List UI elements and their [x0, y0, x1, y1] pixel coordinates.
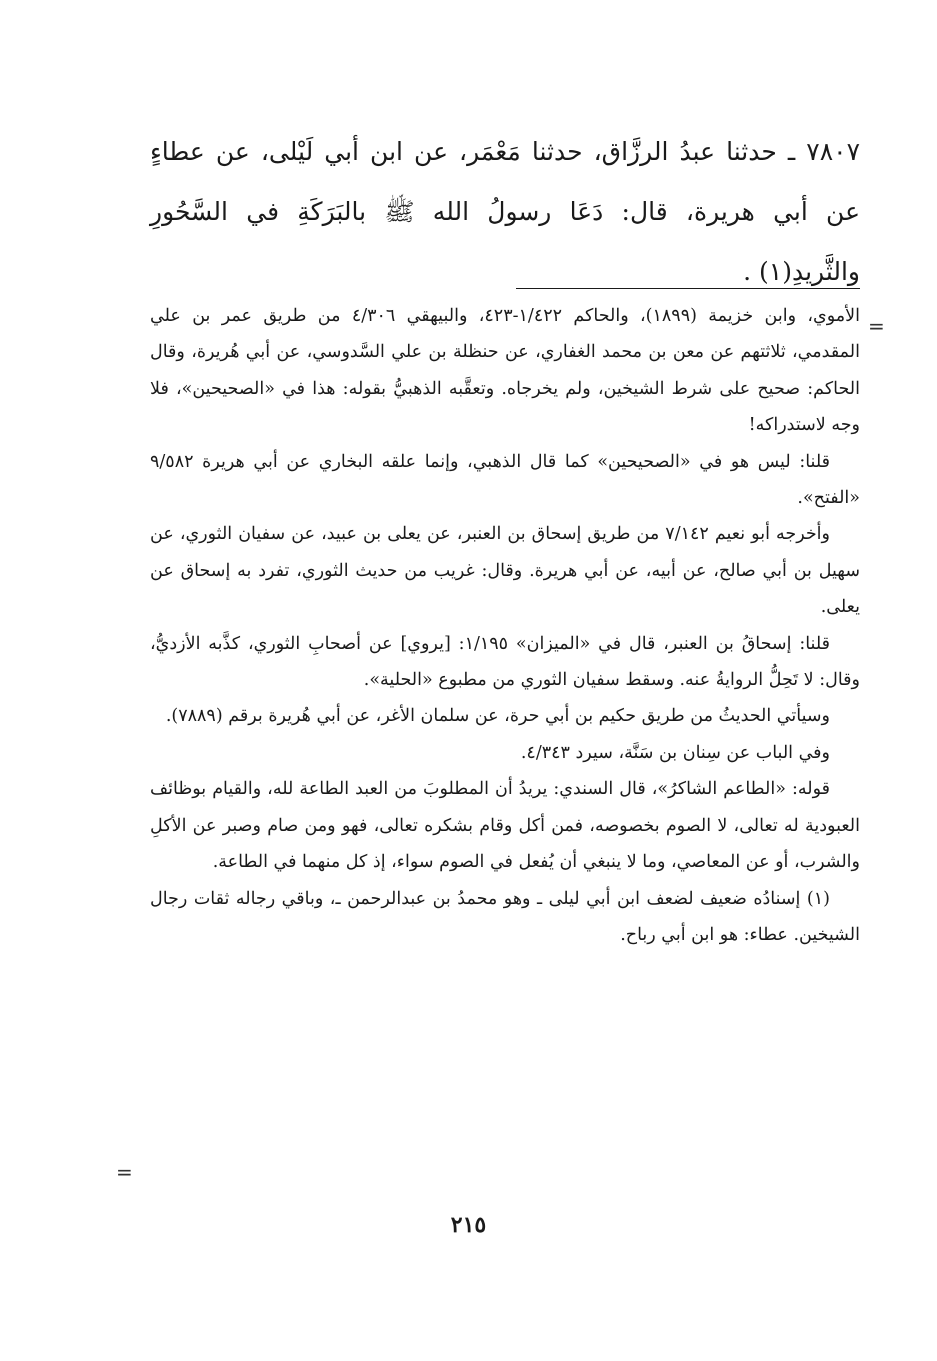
footnote-paragraph: (١) إسنادُه ضعيف لضعف ابن أبي ليلى ـ وهو محمدُ بن عبدالرحمن ـ، وباقي رجاله ثقات رجال الشيخين. عطاء: هو ابن أبي رباح. — [150, 888, 860, 945]
footnote-paragraph: وسيأتي الحديثُ من طريق حكيم بن أبي حرة، عن سلمان الأغر، عن أبي هُريرة برقم (٧٨٨٩). — [165, 706, 830, 727]
continuation-mark-bottom: = — [116, 1160, 133, 1184]
page-number: ٢١٥ — [450, 1212, 487, 1238]
footnote-paragraph: قوله: «الطاعم الشاكرُ»، قال السندي: يريدُ أن المطلوبَ من العبد الطاعة لله، والقيام بوظائف العبودية له تعالى، لا الصوم بخصوصه، فمن أكل وقام بشكره تعالى، فهو ومن صام وصبر عن الأكلِ والشرب، أو عن المعاصي، وما لا ينبغي أن يُفعل في الصوم سواء، إذ كل منهما في الطاعة. — [150, 779, 860, 873]
footnote-paragraph: قلنا: ليس هو في «الصحيحين» كما قال الذهبي، وإنما علقه البخاري عن أبي هريرة ٩/٥٨٢ «الفتح». — [150, 451, 860, 509]
footnotes-block — [150, 298, 860, 953]
footnote-separator — [516, 288, 860, 289]
continuation-mark-top: = — [868, 314, 885, 338]
hadith-text: ٧٨٠٧ ـ حدثنا عبدُ الرزَّاق، حدثنا مَعْمَر، عن ابن أبي لَيْلى، عن عطاءٍ عن أبي هريرة، قال: دَعَا رسولُ الله ﷺ بالبَرَكَةِ في السَّحُورِ والثَّريدِ(١) . — [150, 137, 860, 286]
footnote-paragraph: قلنا: إسحاقُ بن العنبر، قال في «الميزان» ١/١٩٥: [يروي] عن أصحابِ الثوري، كذَّبه الأزديُّ، وقال: لا تَحِلُّ الروايةُ عنه. وسقط سفيان الثوري من مطبوع «الحلية». — [150, 633, 860, 691]
footnote-paragraph: الأموي، وابن خزيمة (١٨٩٩)، والحاكم ١/٤٢٢-٤٢٣، والبيهقي ٤/٣٠٦ من طريق عمر بن علي المقدمي، ثلاثتهم عن معن بن محمد الغفاري، عن حنظلة بن علي السَّدوسي، عن أبي هُريرة، وقال الحاكم: صحيح على شرط الشيخين، ولم يخرجاه. وتعقَّبه الذهبيُّ بقوله: هذا في «الصحيحين»، فلا وجه لاستدراكه! — [150, 306, 860, 436]
hadith-block — [150, 122, 860, 302]
footnote-paragraph: وأخرجه أبو نعيم ٧/١٤٢ من طريق إسحاق بن العنبر، عن يعلى بن عبيد، عن سفيان الثوري، عن سهيل بن أبي صالح، عن أبيه، عن أبي هريرة. وقال: غريب من حديث الثوري، تفرد به إسحاق عن يعلى. — [150, 524, 860, 618]
footnote-paragraph: وفي الباب عن سِنان بن سَنَّة، سيرد ٤/٣٤٣. — [520, 742, 830, 763]
